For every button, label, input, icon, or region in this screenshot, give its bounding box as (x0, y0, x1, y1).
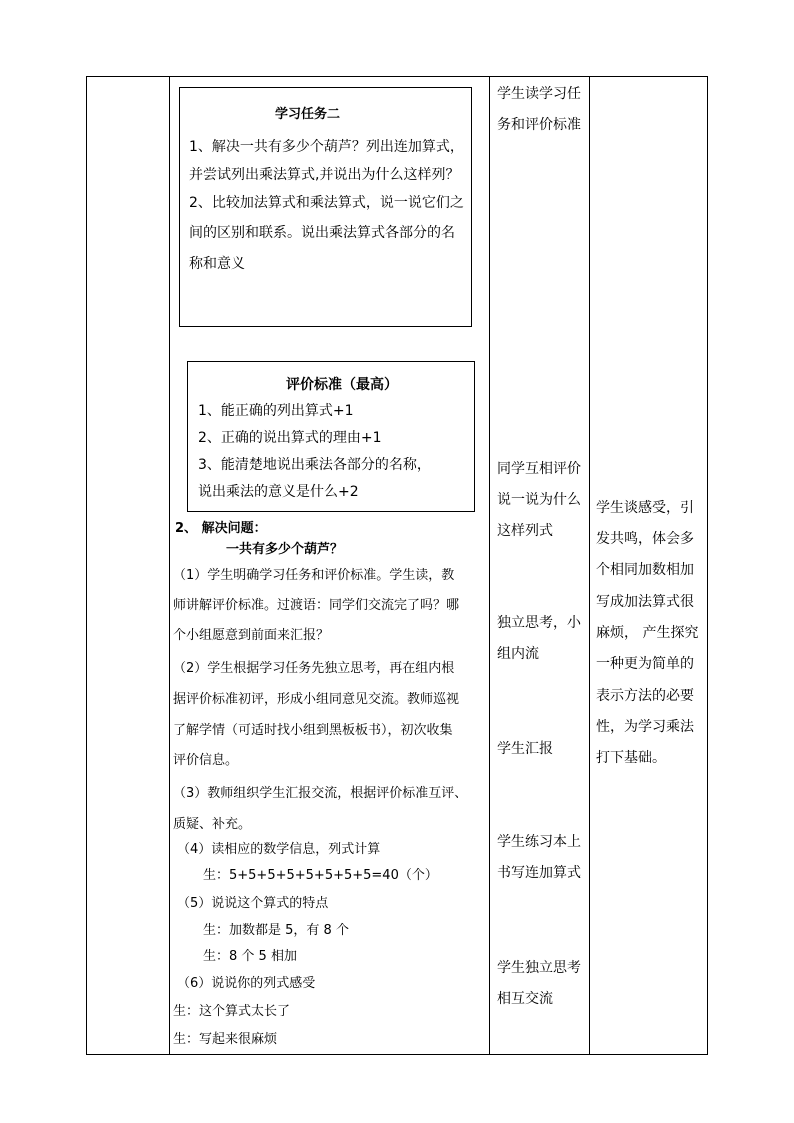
design-intent-line: 发共鸣，体会多 (596, 531, 694, 547)
student-activity-line: 组内流 (497, 646, 539, 662)
process-line: 质疑、补充。 (173, 817, 252, 832)
process-line: 了解学情（可适时找小组到黑板板书），初次收集 (173, 723, 453, 738)
student-activity-line: 学生练习本上 (497, 834, 581, 850)
task-line: 间的区别和联系。说出乘法算式各部分的名 (189, 225, 455, 241)
process-line: 生：8 个 5 相加 (203, 949, 297, 964)
process-line: 个小组愿意到前面来汇报？ (173, 628, 330, 643)
process-line: 生：写起来很麻烦 (173, 1032, 278, 1047)
evaluation-line: 3、能清楚地说出乘法各部分的名称， (198, 457, 431, 473)
process-line: （5）说说这个算式的特点 (177, 896, 329, 911)
process-line: 生：5+5+5+5+5+5+5+5=40（个） (203, 868, 438, 883)
evaluation-box-title: 评价标准（最高） (286, 377, 398, 393)
student-activity-line: 说一说为什么 (497, 492, 581, 508)
student-activity-line: 务和评价标准 (497, 117, 581, 133)
task-line: 称和意义 (189, 256, 245, 272)
evaluation-line: 2、正确的说出算式的理由+1 (198, 430, 382, 446)
process-line: 评价信息。 (173, 753, 239, 768)
design-intent-line: 打下基础。 (596, 750, 666, 766)
design-intent-line: 一种更为简单的 (596, 656, 694, 672)
task-line: 2、比较加法算式和乘法算式，说一说它们之 (189, 195, 464, 211)
process-line: 生：加数都是 5，有 8 个 (203, 923, 349, 938)
process-line: （6）说说你的列式感受 (177, 976, 316, 991)
section-heading: 2、 解决问题： (175, 521, 267, 536)
process-line: （3）教师组织学生汇报交流，根据评价标准互评、 (173, 786, 468, 801)
design-intent-line: 麻烦， 产生探究 (596, 625, 699, 641)
task-line: 1、解决一共有多少个葫芦？列出连加算式， (189, 139, 464, 155)
design-intent-line: 性，为学习乘法 (596, 719, 694, 735)
evaluation-criteria-box (187, 361, 475, 512)
process-line: （2）学生根据学习任务先独立思考，再在组内根 (173, 661, 455, 676)
process-line: 师讲解评价标准。过渡语：同学们交流完了吗？哪 (173, 598, 460, 613)
design-intent-line: 学生谈感受，引 (596, 500, 694, 516)
student-activity-line: 学生汇报 (497, 741, 553, 757)
section-subheading: 一共有多少个葫芦？ (226, 542, 344, 557)
student-activity-line: 独立思考，小 (497, 615, 581, 631)
column-divider (489, 77, 490, 1054)
process-line: （4）读相应的数学信息，列式计算 (177, 842, 381, 857)
column-divider (169, 77, 170, 1054)
student-activity-line: 书写连加算式 (497, 865, 581, 881)
design-intent-line: 个相同加数相加 (596, 562, 694, 578)
evaluation-line: 说出乘法的意义是什么+2 (198, 484, 359, 500)
column-divider (589, 77, 590, 1054)
design-intent-line: 表示方法的必要 (596, 688, 694, 704)
student-activity-line: 学生读学习任 (497, 86, 581, 102)
student-activity-line: 学生独立思考 (497, 960, 581, 976)
task-line: 并尝试列出乘法算式,并说出为什么这样列？ (189, 167, 460, 183)
evaluation-line: 1、能正确的列出算式+1 (198, 403, 354, 419)
student-activity-line: 同学互相评价 (497, 461, 581, 477)
process-line: 据评价标准初评，形成小组同意见交流。教师巡视 (173, 692, 460, 707)
design-intent-line: 写成加法算式很 (596, 594, 694, 610)
task-box-title: 学习任务二 (275, 107, 341, 122)
process-line: （1）学生明确学习任务和评价标准。学生读，教 (173, 568, 455, 583)
learning-task-box (179, 87, 472, 327)
student-activity-line: 相互交流 (497, 991, 553, 1007)
student-activity-line: 这样列式 (497, 523, 553, 539)
process-line: 生：这个算式太长了 (173, 1004, 291, 1019)
